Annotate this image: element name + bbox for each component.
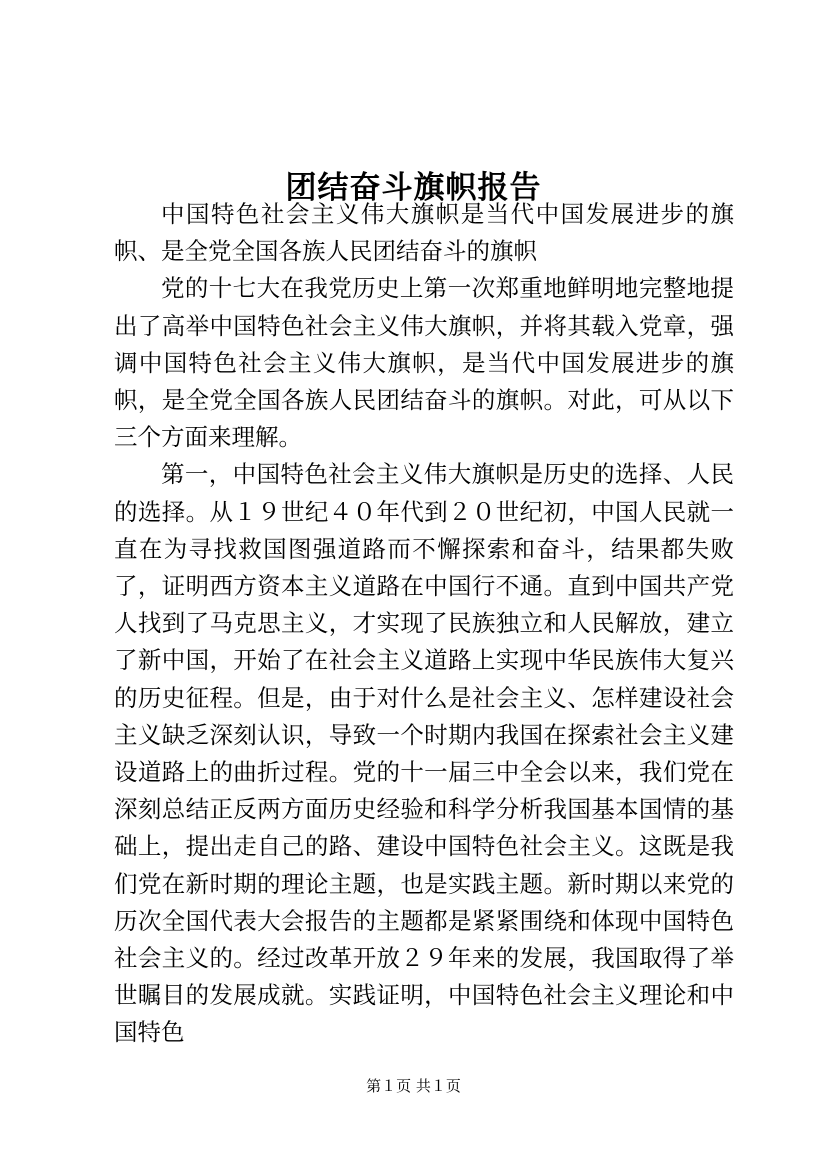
page-footer: 第１页 共１页 [366,1077,461,1095]
document-body [114,196,734,1052]
paragraph-3: 第一，中国特色社会主义伟大旗帜是历史的选择、人民的选择。从１９世纪４０年代到２０世纪初，中国人民就一直在为寻找救国图强道路而不懈探索和奋斗，结果都失败了，证明西方资本主义道路在中国行不通。直到中国共产党人找到了马克思主义，才实现了民族独立和人民解放，建立了新中国，开始了在社会主义道路上实现中华民族伟大复兴的历史征程。但是，由于对什么是社会主义、怎样建设社会主义缺乏深刻认识，导致一个时期内我国在探索社会主义建设道路上的曲折过程。党的十一届三中全会以来，我们党在深刻总结正反两方面历史经验和科学分析我国基本国情的基础上，提出走自己的路、建设中国特色社会主义。这既是我们党在新时期的理论主题，也是实践主题。新时期以来党的历次全国代表大会报告的主题都是紧紧围绕和体现中国特色社会主义的。经过改革开放２９年来的发展，我国取得了举世瞩目的发展成就。实践证明，中国特色社会主义理论和中国特色 [114,460,734,1047]
document-title: 团结奋斗旗帜报告 [285,169,542,206]
paragraph-2: 党的十七大在我党历史上第一次郑重地鲜明地完整地提出了高举中国特色社会主义伟大旗帜，并将其载入党章，强调中国特色社会主义伟大旗帜，是当代中国发展进步的旗帜，是全党全国各族人民团结奋斗的旗帜。对此，可从以下三个方面来理解。 [114,274,734,452]
paragraph-1: 中国特色社会主义伟大旗帜是当代中国发展进步的旗帜、是全党全国各族人民团结奋斗的旗帜 [114,200,734,266]
